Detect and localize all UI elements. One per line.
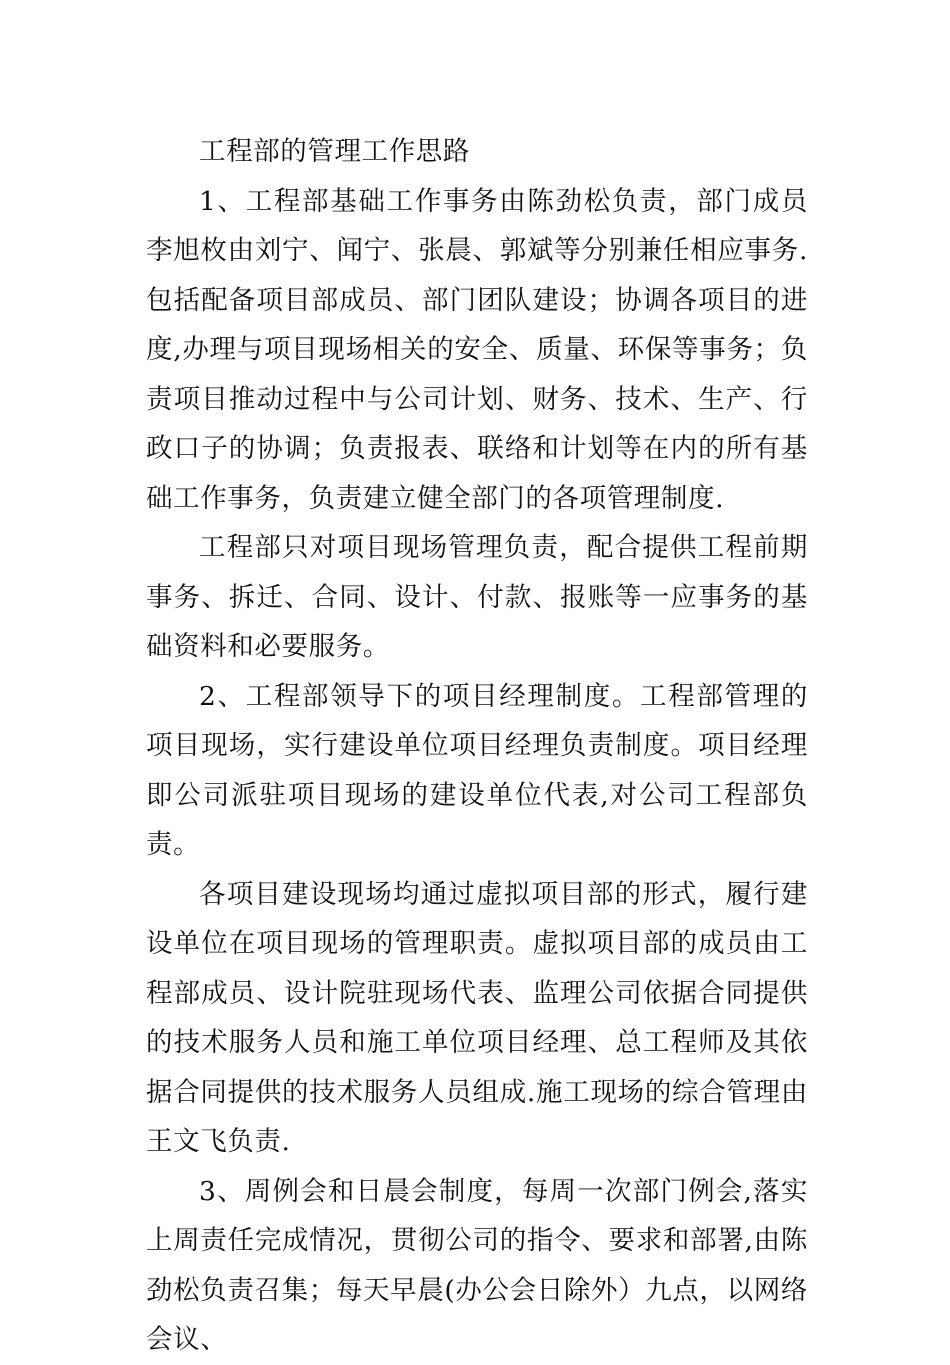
- paragraph-5: 3、周例会和日晨会制度，每周一次部门例会,落实上周责任完成情况，贯彻公司的指令、要求和部署,由陈劲松负责召集；每天早晨(办公会日除外）九点，以网络会议、: [146, 1175, 808, 1355]
- paragraph-1: 1、工程部基础工作事务由陈劲松负责，部门成员李旭枚由刘宁、闻宁、张晨、郭斌等分别兼任相应事务.包括配备项目部成员、部门团队建设；协调各项目的进度,办理与项目现场相关的安全、质量、环保等事务；负责项目推动过程中与公司计划、财务、技术、生产、行政口子的协调；负责报表、联络和计划等在内的所有基础工作事务，负责建立健全部门的各项管理制度.: [146, 185, 808, 514]
- document-body: [146, 127, 808, 1365]
- document-heading: 工程部的管理工作思路: [199, 136, 470, 167]
- paragraph-4: 各项目建设现场均通过虚拟项目部的形式，履行建设单位在项目现场的管理职责。虚拟项目部的成员由工程部成员、设计院驻现场代表、监理公司依据合同提供的技术服务人员和施工单位项目经理、总工程师及其依据合同提供的技术服务人员组成.施工现场的综合管理由王文飞负责.: [146, 878, 808, 1157]
- paragraph-3: 2、工程部领导下的项目经理制度。工程部管理的项目现场，实行建设单位项目经理负责制度。项目经理即公司派驻项目现场的建设单位代表,对公司工程部负责。: [146, 680, 808, 860]
- paragraph-2: 工程部只对项目现场管理负责，配合提供工程前期事务、拆迁、合同、设计、付款、报账等一应事务的基础资料和必要服务。: [146, 532, 808, 662]
